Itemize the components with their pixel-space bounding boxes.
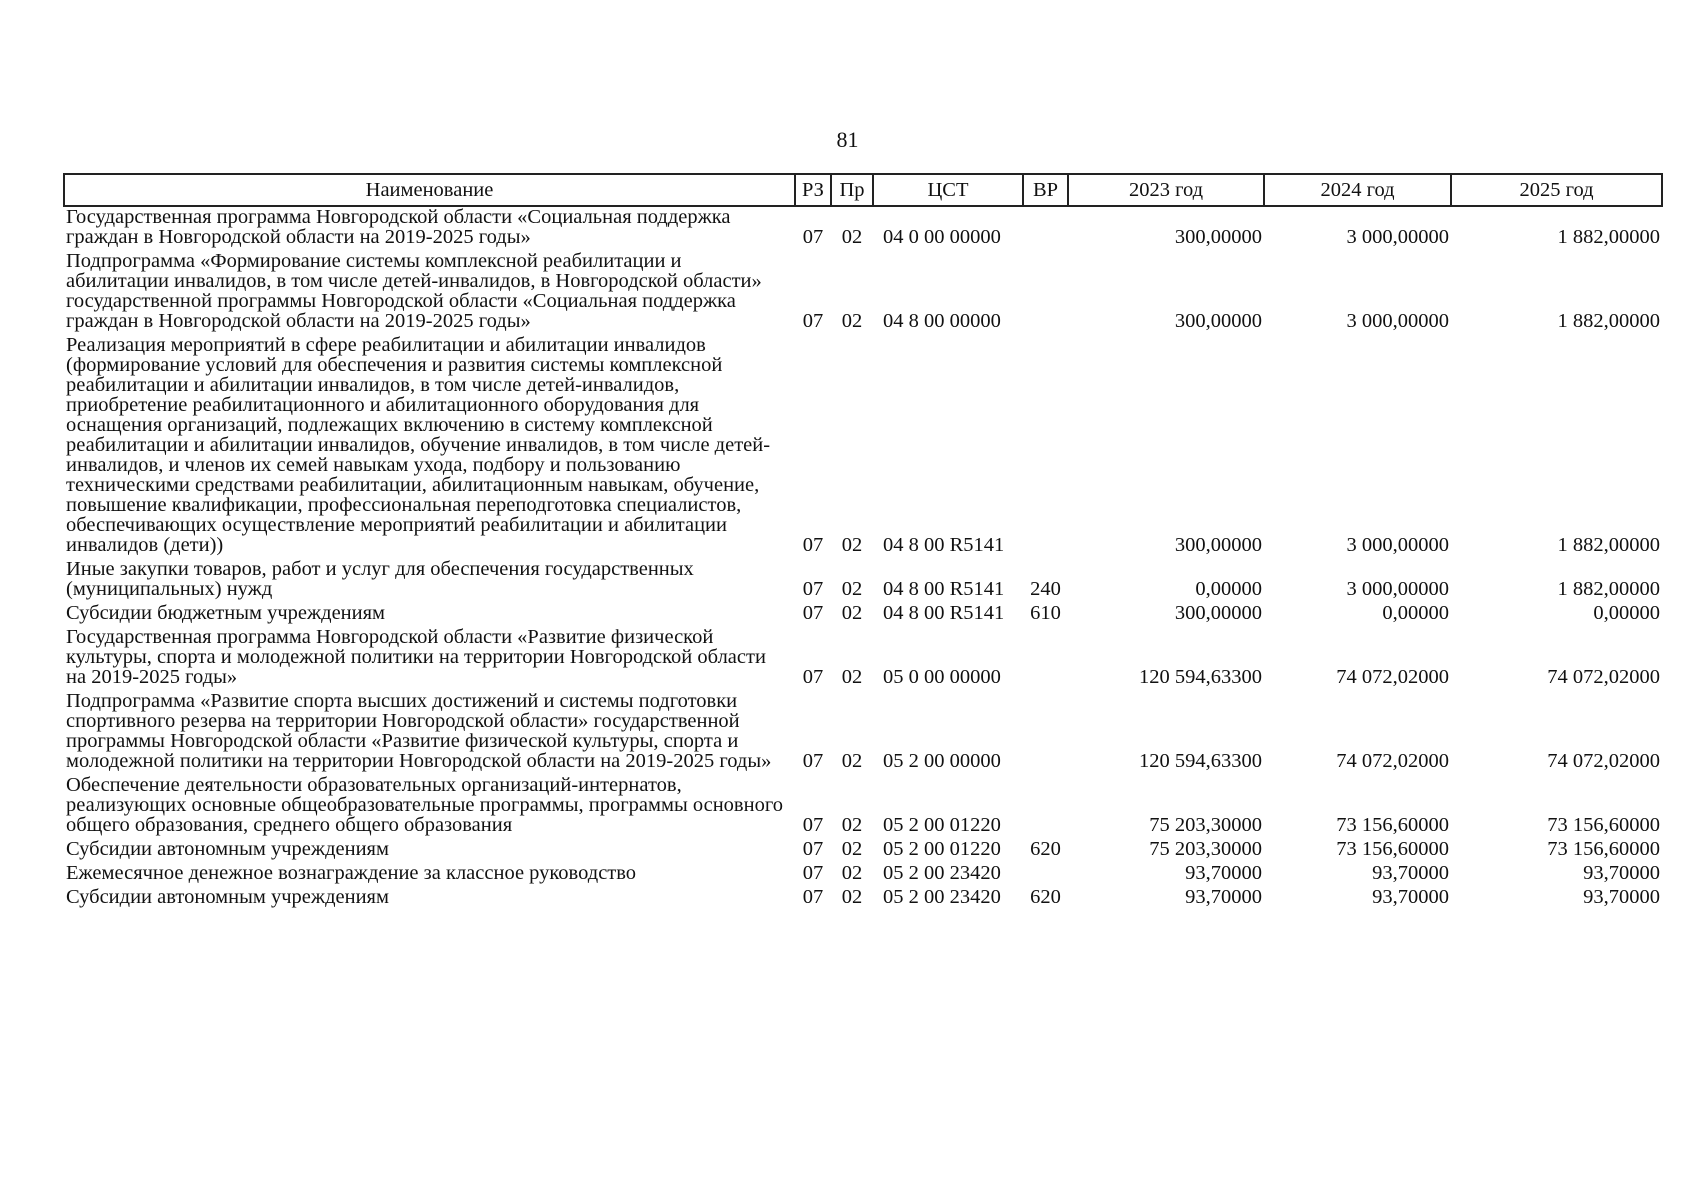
row-vr: 620 [1030,838,1061,860]
table-row [64,863,1662,887]
row-value-2024: 3 000,00000 [1346,310,1449,332]
row-value-2025: 74 072,02000 [1547,666,1660,688]
budget-table [63,173,1663,911]
row-cst: 05 2 00 23420 [883,886,1001,908]
table-row [64,559,1662,603]
table-row [64,335,1662,559]
row-rz: 07 [802,534,824,556]
row-value-2023: 300,00000 [1174,534,1262,556]
row-value-2023: 75 203,30000 [1149,838,1262,860]
row-value-2023: 75 203,30000 [1149,814,1262,836]
row-value-2024: 73 156,60000 [1336,838,1449,860]
row-value-2023: 120 594,63300 [1139,666,1262,688]
table-row [64,251,1662,335]
row-pr: 02 [841,838,863,860]
row-vr [1023,206,1068,251]
row-rz: 07 [802,666,824,688]
row-value-2023: 0,00000 [1195,578,1262,600]
row-vr [1023,251,1068,335]
row-vr: 620 [1030,886,1061,908]
row-value-2025: 1 882,00000 [1557,226,1660,248]
table-row [64,775,1662,839]
row-value-2023: 300,00000 [1174,602,1262,624]
header-vr: ВР [1023,174,1068,206]
row-name: Подпрограмма «Формирование системы комплексной реабилитации и абилитации инвалидов, в том числе детей-инвалидов, в Новгородской области» государственной программы Новгородской области «Социальная поддержка граждан в Новгородской области на 2019-2025 годы» [66,250,762,332]
row-vr: 610 [1030,602,1061,624]
row-value-2024: 3 000,00000 [1346,226,1449,248]
row-pr: 02 [841,602,863,624]
header-2025: 2025 год [1451,174,1662,206]
page-number: 81 [836,127,859,152]
row-rz: 07 [802,602,824,624]
row-rz: 07 [802,838,824,860]
row-vr [1023,335,1068,559]
row-pr: 02 [841,814,863,836]
row-pr: 02 [841,534,863,556]
header-cst: ЦСТ [873,174,1023,206]
row-cst: 04 8 00 R5141 [883,602,1005,624]
row-value-2023: 120 594,63300 [1139,750,1262,772]
row-name: Субсидии автономным учреждениям [66,838,389,860]
row-name: Реализация мероприятий в сфере реабилитации и абилитации инвалидов (формирование условий для обеспечения и развития системы комплексной реабилитации и абилитации инвалидов, в том числе детей-инвалидов, приобретение реабилитационного и абилитационного оборудования для оснащения организаций, подлежащих включению в систему комплексной реабилитации и абилитации инвалидов, обучение инвалидов, в том числе детей-инвалидов, и членов их семей навыкам ухода, подбору и пользованию техническими средствами реабилитации, абилитационным навыкам, обучение, повышение квалификации, профессиональная переподготовка специалистов, обеспечивающих осуществление мероприятий реабилитации и абилитации инвалидов (дети)) [66,334,771,556]
row-pr: 02 [841,666,863,688]
row-name: Иные закупки товаров, работ и услуг для обеспечения государственных (муниципальных) нужд [66,558,694,600]
row-rz: 07 [802,226,824,248]
row-value-2023: 300,00000 [1174,226,1262,248]
row-pr: 02 [841,750,863,772]
row-name: Субсидии автономным учреждениям [66,886,389,908]
row-cst: 05 0 00 00000 [883,666,1001,688]
row-name: Государственная программа Новгородской области «Развитие физической культуры, спорта и молодежной политики на территории Новгородской области на 2019-2025 годы» [66,626,766,688]
header-rz: РЗ [795,174,831,206]
row-value-2024: 93,70000 [1372,862,1449,884]
row-value-2025: 1 882,00000 [1557,534,1660,556]
row-cst: 04 8 00 00000 [883,310,1001,332]
table-row [64,206,1662,251]
row-cst: 04 8 00 R5141 [883,534,1005,556]
row-value-2025: 0,00000 [1593,602,1660,624]
table-header-row [64,174,1662,206]
row-value-2024: 74 072,02000 [1336,666,1449,688]
row-cst: 05 2 00 01220 [883,838,1001,860]
row-value-2025: 73 156,60000 [1547,838,1660,860]
row-rz: 07 [802,750,824,772]
row-pr: 02 [841,310,863,332]
row-rz: 07 [802,310,824,332]
row-value-2023: 93,70000 [1185,862,1262,884]
row-value-2025: 73 156,60000 [1547,814,1660,836]
row-name: Подпрограмма «Развитие спорта высших достижений и системы подготовки спортивного резерва на территории Новгородской области» государственной программы Новгородской области «Развитие физической культуры, спорта и молодежной политики на территории Новгородской области на 2019-2025 годы» [66,690,772,772]
table-row [64,627,1662,691]
row-rz: 07 [802,886,824,908]
row-value-2024: 73 156,60000 [1336,814,1449,836]
row-name: Субсидии бюджетным учреждениям [66,602,386,624]
header-2024: 2024 год [1264,174,1451,206]
row-cst: 04 0 00 00000 [883,226,1001,248]
table-row [64,691,1662,775]
row-vr: 240 [1030,578,1061,600]
row-rz: 07 [802,862,824,884]
row-value-2023: 300,00000 [1174,310,1262,332]
row-value-2024: 93,70000 [1372,886,1449,908]
row-value-2024: 3 000,00000 [1346,578,1449,600]
row-cst: 05 2 00 01220 [883,814,1001,836]
header-2023: 2023 год [1068,174,1264,206]
row-cst: 05 2 00 23420 [883,862,1001,884]
table-row [64,887,1662,911]
row-name: Обеспечение деятельности образовательных организаций-интернатов, реализующих основные общеобразовательные программы, программы основного общего образования, среднего общего образования [66,774,783,836]
row-name: Государственная программа Новгородской области «Социальная поддержка граждан в Новгородской области на 2019-2025 годы» [66,206,731,248]
row-cst: 04 8 00 R5141 [883,578,1005,600]
row-value-2024: 74 072,02000 [1336,750,1449,772]
row-rz: 07 [802,578,824,600]
table-body [64,206,1662,911]
row-vr [1023,691,1068,775]
table-row [64,839,1662,863]
row-value-2024: 3 000,00000 [1346,534,1449,556]
row-value-2023: 93,70000 [1185,886,1262,908]
row-pr: 02 [841,886,863,908]
row-pr: 02 [841,862,863,884]
row-vr [1023,627,1068,691]
row-pr: 02 [841,226,863,248]
row-value-2025: 74 072,02000 [1547,750,1660,772]
row-rz: 07 [802,814,824,836]
header-pr: Пр [831,174,873,206]
row-value-2024: 0,00000 [1382,602,1449,624]
row-value-2025: 93,70000 [1583,862,1660,884]
header-name: Наименование [64,174,795,206]
row-vr [1023,775,1068,839]
row-pr: 02 [841,578,863,600]
row-value-2025: 1 882,00000 [1557,578,1660,600]
table-row [64,603,1662,627]
row-cst: 05 2 00 00000 [883,750,1001,772]
row-name: Ежемесячное денежное вознаграждение за классное руководство [66,862,637,884]
row-value-2025: 1 882,00000 [1557,310,1660,332]
row-vr [1023,863,1068,887]
row-value-2025: 93,70000 [1583,886,1660,908]
